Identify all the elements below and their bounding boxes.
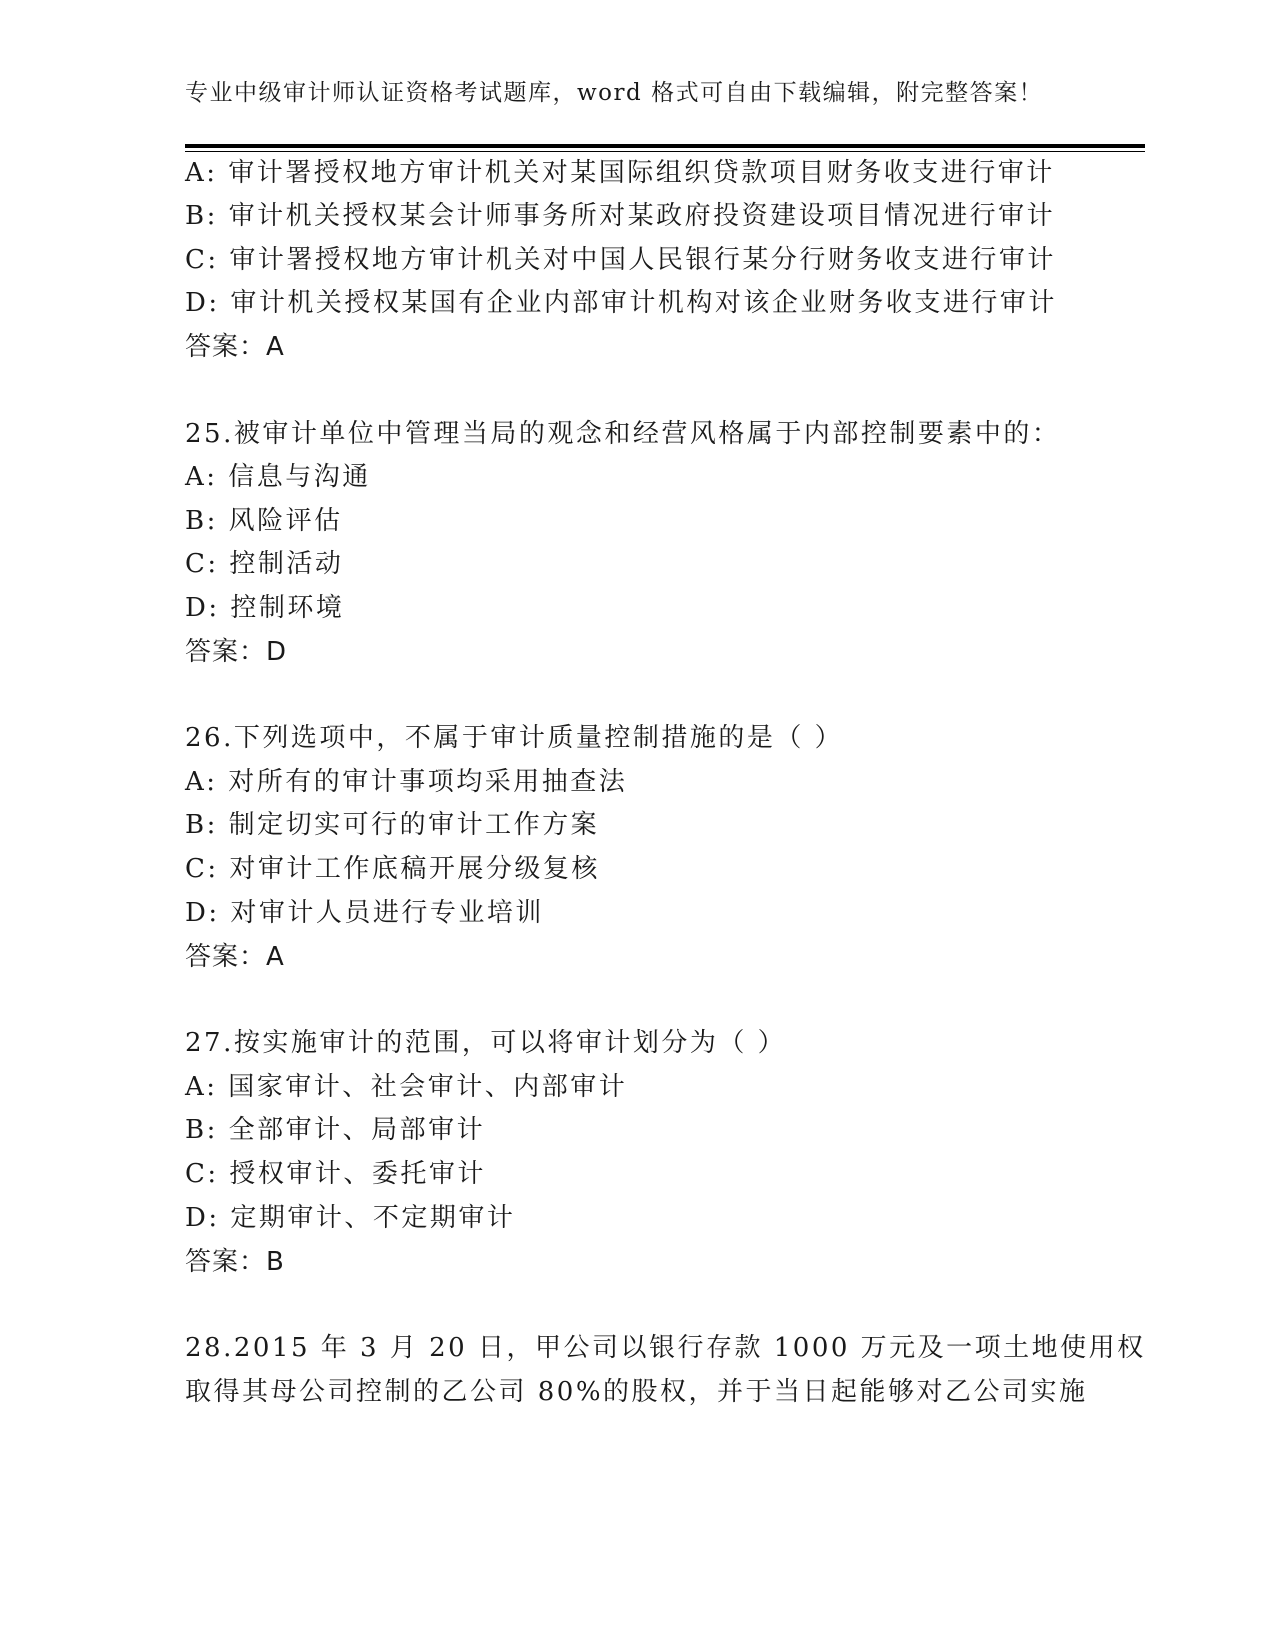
option-d: D: 对审计人员进行专业培训 <box>185 898 544 928</box>
question-26: 26.下列选项中，不属于审计质量控制措施的是（ ） <box>185 723 844 753</box>
question-28-line-2: 取得其母公司控制的乙公司 80%的股权，并于当日起能够对乙公司实施 <box>185 1377 1088 1407</box>
option-c: C: 对审计工作底稿开展分级复核 <box>185 854 600 884</box>
option-d: D: 控制环境 <box>185 593 345 623</box>
option-b: B: 审计机关授权某会计师事务所对某政府投资建设项目情况进行审计 <box>185 201 1056 231</box>
answer: 答案：D <box>185 637 288 667</box>
option-a: A: 信息与沟通 <box>185 462 371 492</box>
option-a: A: 对所有的审计事项均采用抽查法 <box>185 767 628 797</box>
header-rule-thin <box>185 151 1145 152</box>
answer: 答案：A <box>185 942 285 972</box>
option-c: C: 控制活动 <box>185 549 344 579</box>
header-rule-thick <box>185 144 1145 148</box>
answer: 答案：B <box>185 1247 285 1277</box>
option-a: A: 国家审计、社会审计、内部审计 <box>185 1072 628 1102</box>
answer: 答案：A <box>185 332 285 362</box>
option-a: A: 审计署授权地方审计机关对某国际组织贷款项目财务收支进行审计 <box>185 158 1055 188</box>
question-28-line-1: 28.2015 年 3 月 20 日，甲公司以银行存款 1000 万元及一项土地使用权 <box>185 1333 1146 1363</box>
option-b: B: 制定切实可行的审计工作方案 <box>185 810 600 840</box>
question-27: 27.按实施审计的范围，可以将审计划分为（ ） <box>185 1028 787 1058</box>
question-25: 25.被审计单位中管理当局的观念和经营风格属于内部控制要素中的： <box>185 419 1061 449</box>
option-d: D: 定期审计、不定期审计 <box>185 1203 516 1233</box>
option-b: B: 风险评估 <box>185 506 343 536</box>
page-header: 专业中级审计师认证资格考试题库，word 格式可自由下载编辑，附完整答案！ <box>185 80 1044 106</box>
option-d: D: 审计机关授权某国有企业内部审计机构对该企业财务收支进行审计 <box>185 288 1057 318</box>
option-c: C: 审计署授权地方审计机关对中国人民银行某分行财务收支进行审计 <box>185 245 1056 275</box>
option-b: B: 全部审计、局部审计 <box>185 1115 486 1145</box>
option-c: C: 授权审计、委托审计 <box>185 1159 486 1189</box>
